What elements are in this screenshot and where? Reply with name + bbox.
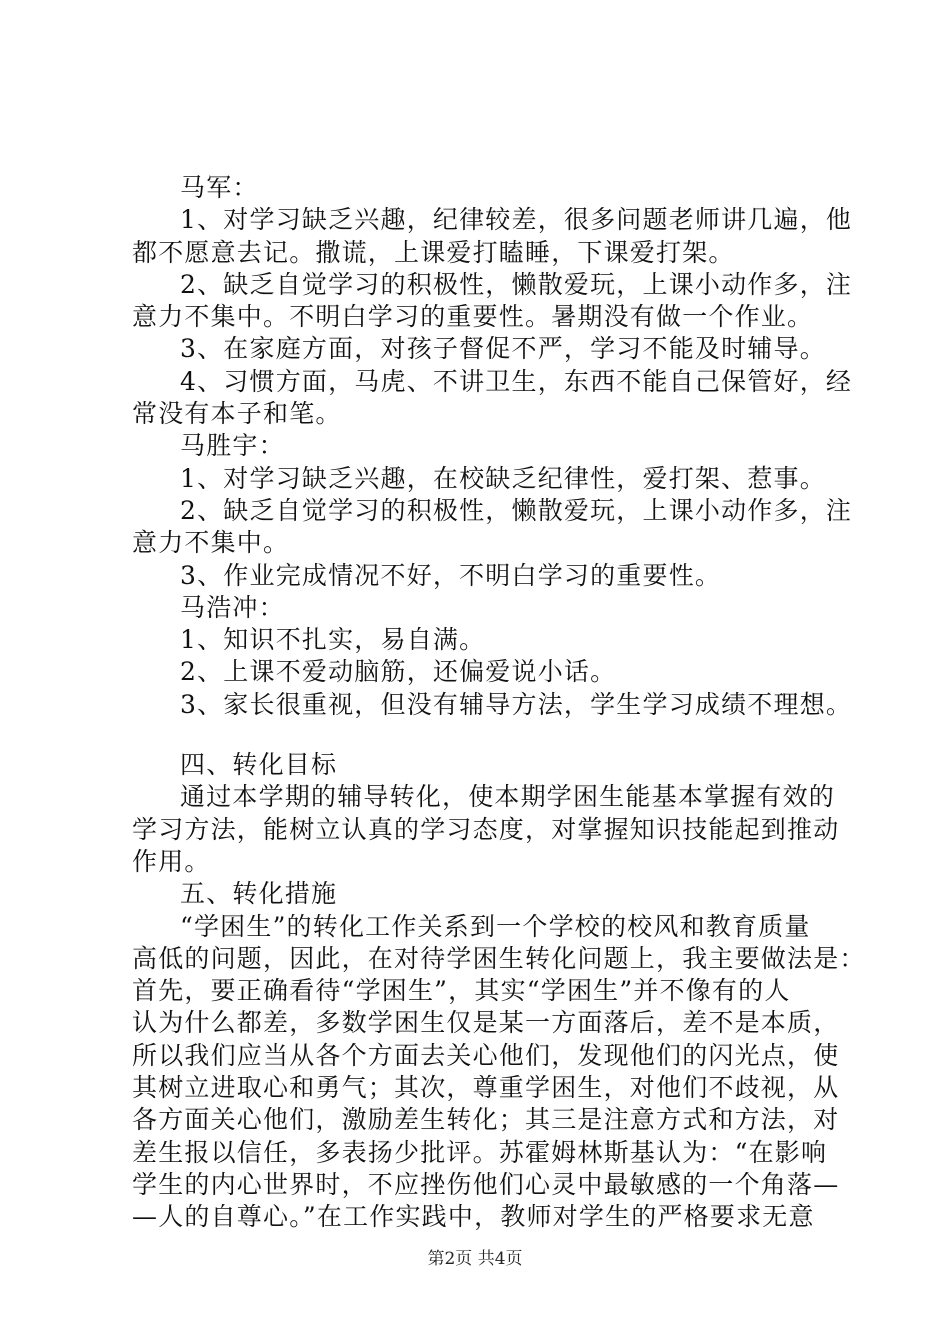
- text-line: 差生报以信任，多表扬少批评。苏霍姆林斯基认为：“在影响: [132, 1137, 828, 1167]
- text-line: 常没有本子和笔。: [132, 399, 342, 429]
- text-line: 学生的内心世界时，不应挫伤他们心灵中最敏感的一个角落—: [132, 1169, 840, 1199]
- text-line: 4、习惯方面，马虎、不讲卫生，东西不能自己保管好，经: [180, 366, 853, 396]
- document-body: [132, 172, 866, 1234]
- text-line: 所以我们应当从各个方面去关心他们，发现他们的闪光点，使: [132, 1040, 840, 1070]
- text-line: 3、在家庭方面，对孩子督促不严，学习不能及时辅导。: [180, 334, 826, 364]
- text-line: 五、转化措施: [180, 879, 338, 909]
- text-line: —人的自尊心。”在工作实践中，教师对学生的严格要求无意: [132, 1202, 815, 1232]
- text-line: 都不愿意去记。撒谎，上课爱打瞌睡，下课爱打架。: [132, 237, 735, 267]
- text-line: 1、知识不扎实，易自满。: [180, 625, 486, 655]
- text-line: 马胜宇：: [180, 431, 285, 461]
- text-line: 意力不集中。不明白学习的重要性。暑期没有做一个作业。: [132, 302, 814, 332]
- text-line: 2、缺乏自觉学习的积极性，懒散爱玩，上课小动作多，注: [180, 495, 853, 525]
- text-line: 认为什么都差，多数学困生仅是某一方面落后，差不是本质，: [132, 1008, 840, 1038]
- text-line: 高低的问题，因此，在对待学困生转化问题上，我主要做法是：: [132, 943, 866, 973]
- text-line: 四、转化目标: [180, 750, 338, 780]
- text-line: 首先，要正确看待“学困生”，其实“学困生”并不像有的人: [132, 976, 791, 1006]
- text-line: 2、缺乏自觉学习的积极性，懒散爱玩，上课小动作多，注: [180, 269, 853, 299]
- text-line: 3、作业完成情况不好，不明白学习的重要性。: [180, 560, 722, 590]
- text-line: 通过本学期的辅导转化，使本期学困生能基本掌握有效的: [180, 782, 836, 812]
- text-line: 作用。: [132, 846, 211, 876]
- text-line: 各方面关心他们，激励差生转化；其三是注意方式和方法，对: [132, 1105, 840, 1135]
- text-line: 1、对学习缺乏兴趣，纪律较差，很多问题老师讲几遍，他: [180, 205, 853, 235]
- paragraph-gap: [132, 721, 832, 749]
- text-line: 1、对学习缺乏兴趣，在校缺乏纪律性，爱打架、惹事。: [180, 463, 826, 493]
- text-line: 学习方法，能树立认真的学习态度，对掌握知识技能起到推动: [132, 814, 840, 844]
- page-footer: 第2页 共4页: [427, 1249, 523, 1269]
- text-line: “学困生”的转化工作关系到一个学校的校风和教育质量: [180, 911, 811, 941]
- text-line: 马军：: [180, 173, 259, 202]
- text-line: 马浩冲：: [180, 592, 285, 622]
- text-line: 3、家长很重视，但没有辅导方法，学生学习成绩不理想。: [180, 689, 853, 719]
- text-line: 2、上课不爱动脑筋，还偏爱说小话。: [180, 657, 617, 687]
- text-line: 其树立进取心和勇气；其次，尊重学困生，对他们不歧视，从: [132, 1073, 840, 1103]
- text-line: 意力不集中。: [132, 528, 290, 558]
